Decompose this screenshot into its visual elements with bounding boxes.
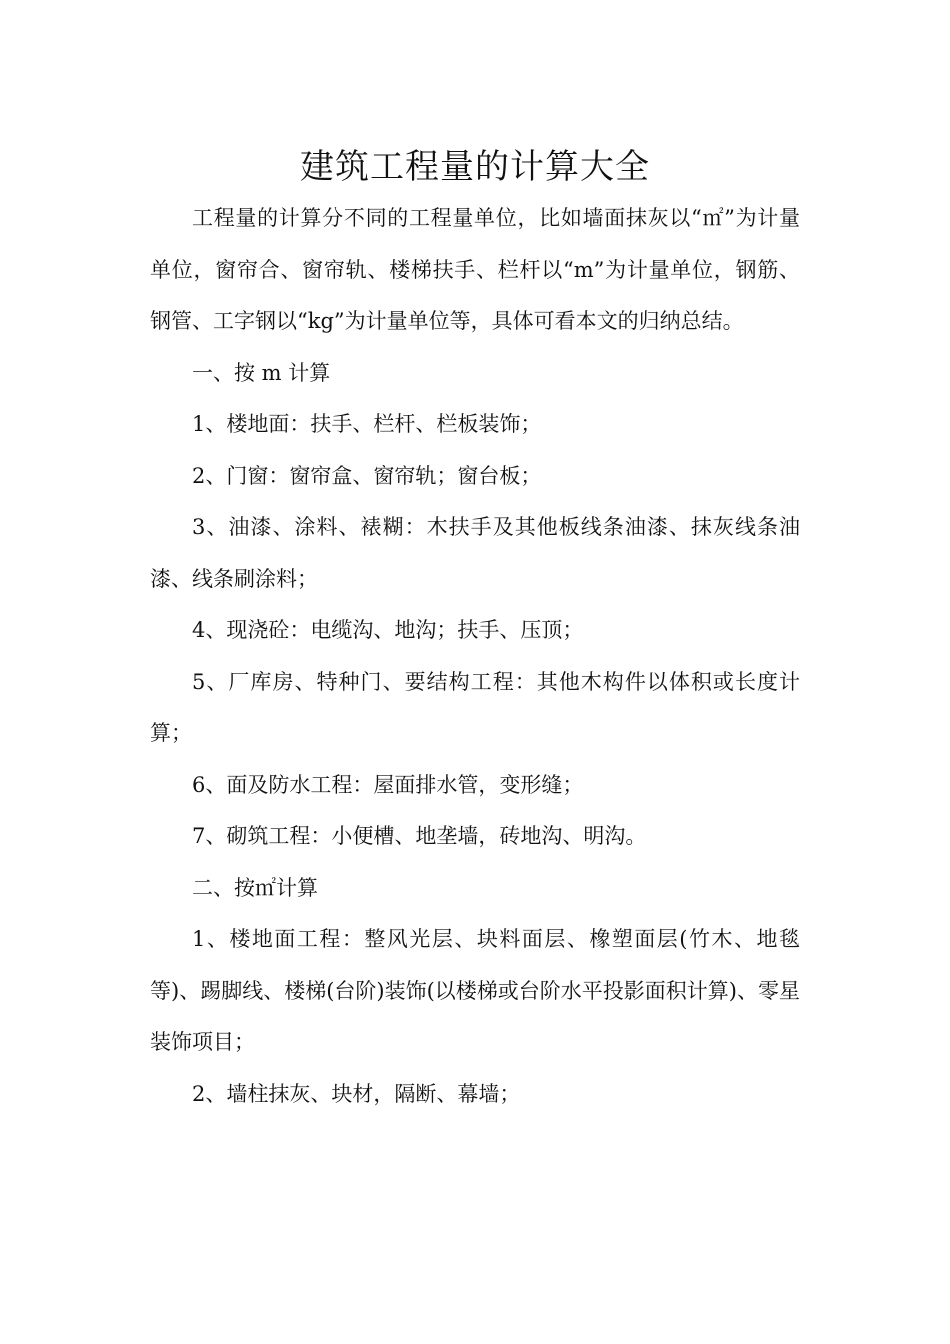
- intro-paragraph: 工程量的计算分不同的工程量单位，比如墙面抹灰以“㎡”为计量单位，窗帘合、窗帘轨、楼梯扶手、栏杆以“m”为计量单位，钢筋、钢管、工字钢以“kg”为计量单位等，具体可看本文的归纳总结。: [150, 206, 800, 333]
- list-item: 6、面及防水工程：屋面排水管，变形缝；: [192, 772, 584, 797]
- document-title: 建筑工程量的计算大全: [300, 146, 650, 187]
- list-item: 1、楼地面：扶手、栏杆、栏板装饰；: [192, 412, 542, 436]
- list-item: 3、油漆、涂料、裱糊：木扶手及其他板线条油漆、抹灰线条油漆、线条刷涂料；: [150, 515, 800, 591]
- list-item: 7、砌筑工程：小便槽、地垄墙，砖地沟、明沟。: [192, 824, 647, 848]
- list-item: 4、现浇砼：电缆沟、地沟；扶手、压顶；: [192, 618, 584, 642]
- list-item: 2、墙柱抹灰、块材，隔断、幕墙；: [192, 1081, 521, 1106]
- list-item: 5、厂库房、特种门、要结构工程：其他木构件以体积或长度计算；: [150, 669, 800, 745]
- section-heading-by-meter: 一、按 m 计算: [192, 360, 331, 385]
- list-item: 2、门窗：窗帘盒、窗帘轨；窗台板；: [192, 463, 542, 488]
- list-item: 1、楼地面工程：整风光层、块料面层、橡塑面层(竹木、地毯等)、踢脚线、楼梯(台阶)装饰(以楼梯或台阶水平投影面积计算)、零星装饰项目；: [150, 927, 800, 1054]
- document-body: [150, 193, 800, 1120]
- section-heading-by-square-meter: 二、按㎡计算: [192, 875, 318, 900]
